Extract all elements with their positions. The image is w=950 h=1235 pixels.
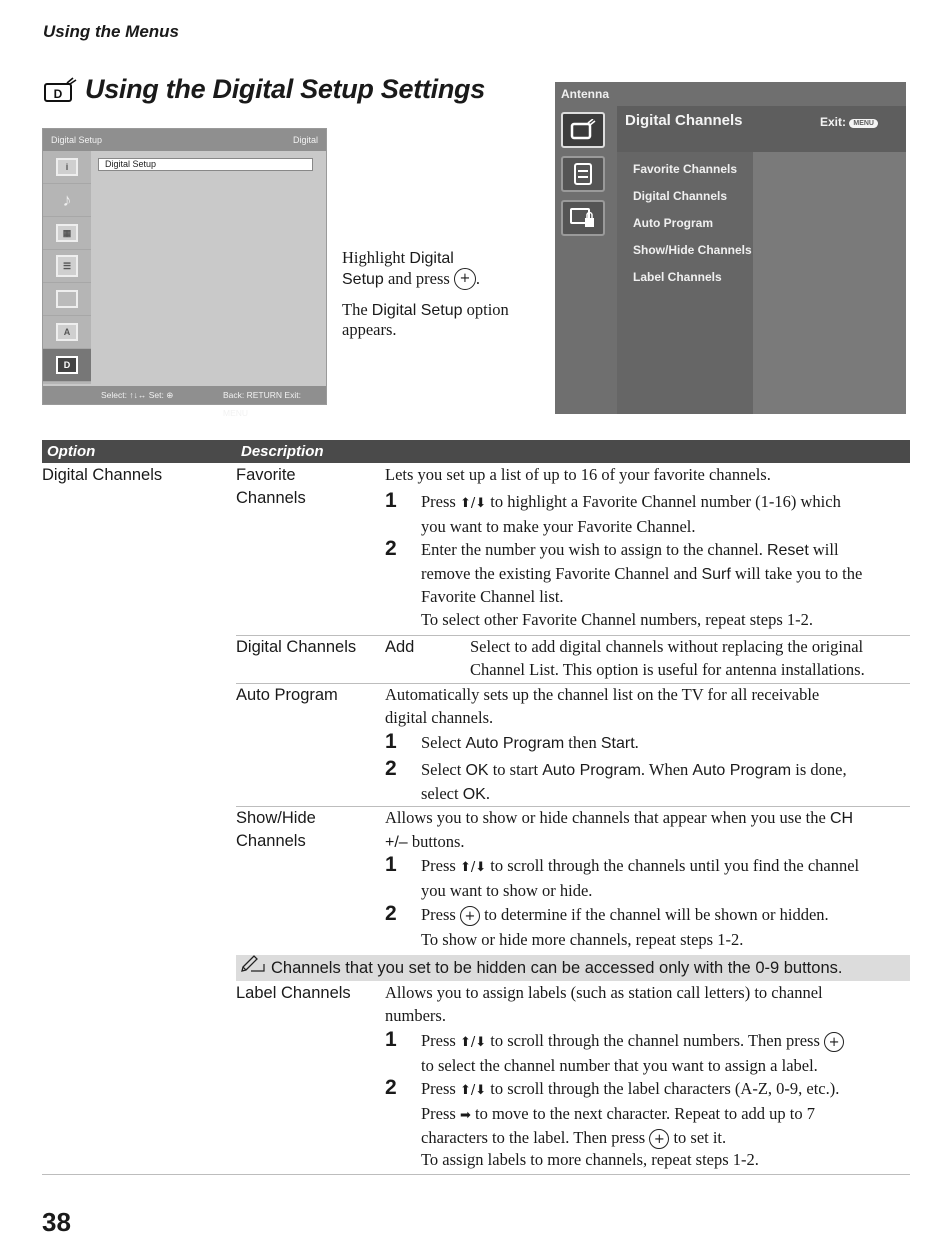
section-header: Using the Menus [43,22,180,41]
menu-detail-column [753,152,906,414]
digital-setup-field: Digital Setup [98,158,313,171]
header-description: Description [241,443,324,460]
svg-text:D: D [53,86,63,101]
step-number: 1 [385,489,397,512]
step-number: 2 [385,1076,397,1099]
screen-sidebar [43,151,91,384]
label-channels-intro: Allows you to assign labels (such as station call letters) to channel numbers. [385,983,823,1025]
up-down-arrow-icon: ⬆/⬇ [459,860,487,875]
show-hide-label: Show/Hide Channels [236,809,316,850]
note-text: Channels that you set to be hidden can be accessed only with the 0-9 buttons. [271,959,843,977]
show-hide-repeat: To show or hide more channels, repeat steps 1-2. [421,930,744,949]
tv-digital-icon: D [43,349,91,382]
step-number: 2 [385,537,397,560]
header-option: Option [47,443,96,460]
show-hide-intro: Allows you to show or hide channels that appear when you use the CH +/– buttons. [385,808,854,851]
favorite-channels-label: Favorite Channels [236,466,306,507]
up-down-arrow-icon: ⬆/⬇ [459,1035,487,1050]
add-description: Select to add digital channels without replacing the original Channel List. This option is useful for antenna installations. [470,637,865,679]
note-bar [236,955,910,981]
digital-channels-screenshot [555,82,906,414]
step-number: 1 [385,1028,397,1051]
digital-setup-screenshot [42,128,327,418]
highlight-instruction: Highlight Digital Setup and press +. [342,248,542,290]
footer-select-hint: Select: ↑↓↔ Set: ⊕ [101,390,174,400]
screen-header [43,129,326,151]
up-down-arrow-icon: ⬆/⬇ [459,1083,487,1098]
enter-button-icon [454,268,476,290]
screen-header-title: Digital Setup [51,135,103,145]
menu-button-icon: MENU [849,119,878,128]
screen-footer [43,386,326,418]
info-icon: i [43,151,91,184]
screen-header-input: Digital [292,135,318,145]
exit-hint: Exit: MENU [820,115,878,129]
auto-program-step2: Select OK to start Auto Program. When Auto Program is done, select OK. [421,760,847,803]
list-icon [561,156,605,192]
instruction-text [342,248,542,339]
favorite-repeat: To select other Favorite Channel numbers, repeat steps 1-2. [421,610,813,629]
menu-item-digital-channels: Digital Channels [633,189,728,203]
enter-button-icon [460,906,480,926]
digital-channels-label: Digital Channels [236,638,357,656]
tv-antenna-icon: A [43,316,91,349]
step-number: 1 [385,730,397,753]
favorite-intro: Lets you set up a list of up to 16 of your favorite channels. [385,465,771,484]
auto-program-step1: Select Auto Program then Start. [421,733,639,752]
page-title: Using the Digital Setup Settings [85,74,485,104]
menu-item-auto-program: Auto Program [633,216,714,230]
lock-icon [561,200,605,236]
auto-program-intro: Automatically sets up the channel list on the TV for all receivable digital channels. [385,685,820,727]
menu-item-favorite-channels: Favorite Channels [633,162,738,176]
label-channels-repeat: To assign labels to more channels, repeat steps 1-2. [421,1150,759,1169]
tv-digital-icon [561,112,605,148]
step-number: 2 [385,902,397,925]
panel-title: Digital Channels [625,112,743,129]
step-number: 1 [385,853,397,876]
page-number: 38 [42,1207,71,1235]
table-bottom-rule [42,1174,910,1175]
show-hide-step1: Press ⬆/⬇ to scroll through the channels until you find the channel you want to show or hide. [421,856,860,900]
monitor-icon [43,283,91,316]
screen-grid-icon: ▦ [43,217,91,250]
appears-instruction: The Digital Setup option appears. [342,300,509,339]
label-channels-step2: Press ⬆/⬇ to scroll through the label characters (A-Z, 0-9, etc.). Press ➡ to move to the next character. Repeat to add up to 7 characters to the label. Then press + to set it. [421,1078,839,1150]
add-label: Add [385,638,415,656]
label-channels-step1: Press ⬆/⬇ to scroll through the channel numbers. Then press + to select the channel number that you want to assign a label. [421,1030,901,1077]
favorite-step1: Press ⬆/⬇ to highlight a Favorite Channel number (1-16) which you want to make your Favorite Channel. [421,492,841,536]
footer-back-hint: Back: RETURN Exit: MENU [223,390,301,418]
pencil-note-icon [240,955,266,981]
checklist-icon: ☰ [43,250,91,283]
step-number: 2 [385,757,397,780]
page-heading [43,74,485,105]
tv-digital-icon [43,77,77,103]
right-arrow-icon: ➡ [459,1107,471,1123]
favorite-step2: Enter the number you wish to assign to the channel. Reset will remove the existing Favorite Channel and Surf will take you to the Favorite Channel list. [421,540,863,606]
enter-button-icon [824,1032,844,1052]
auto-program-label: Auto Program [236,686,338,704]
enter-button-icon [649,1129,669,1149]
table-header [42,440,910,463]
up-down-arrow-icon: ⬆/⬇ [459,496,487,511]
music-note-icon: ♪ [43,184,91,217]
show-hide-step2: Press + to determine if the channel will be shown or hidden. [421,904,829,927]
antenna-label: Antenna [561,87,609,101]
label-channels-label: Label Channels [236,984,351,1002]
menu-item-show-hide-channels: Show/Hide Channels [633,243,752,257]
menu-item-label-channels: Label Channels [633,270,722,284]
option-name: Digital Channels [42,466,163,484]
